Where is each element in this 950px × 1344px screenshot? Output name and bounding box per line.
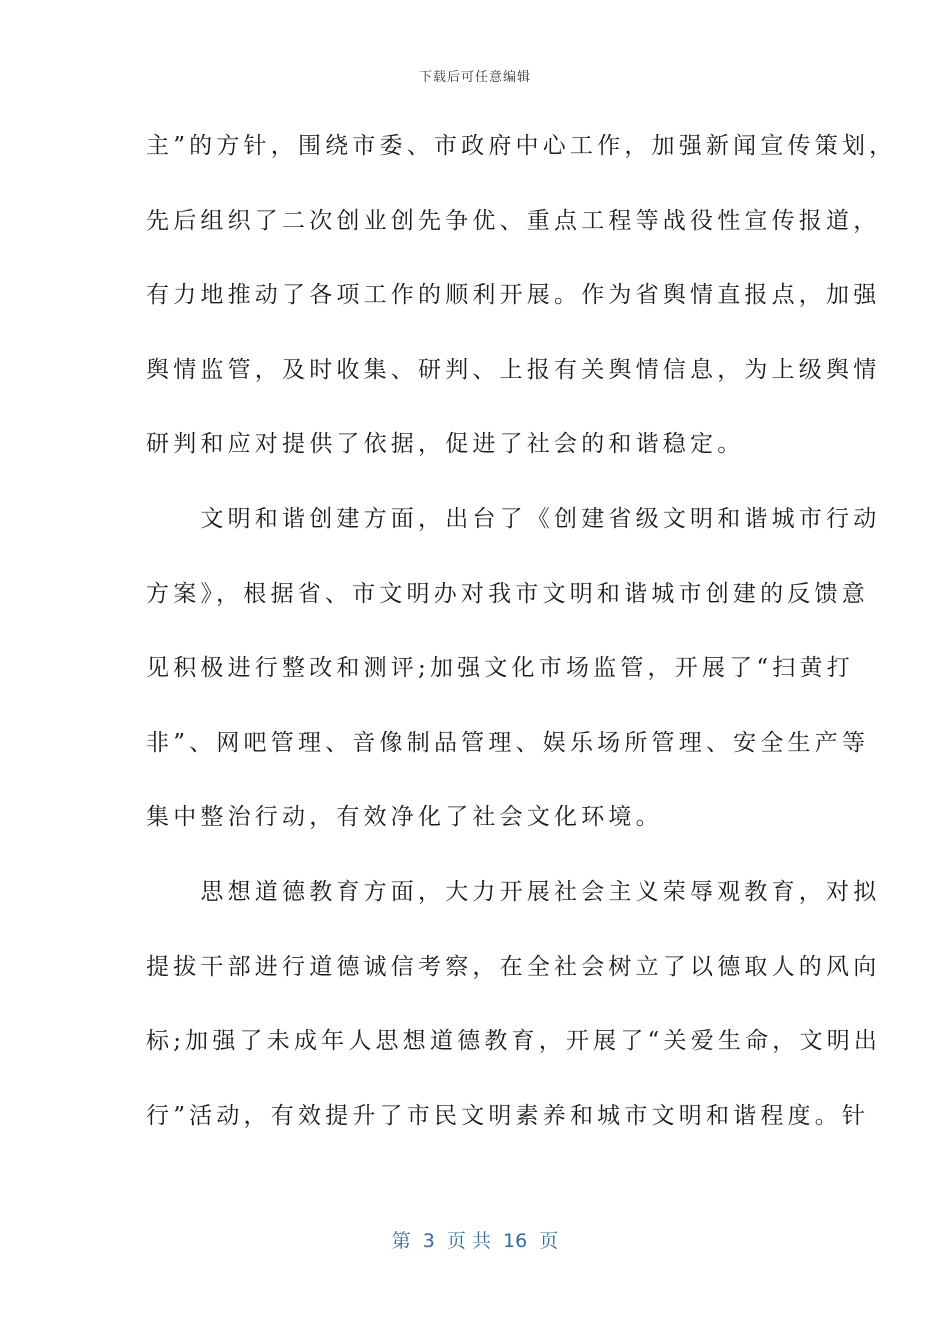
text-line: 见积极进行整改和测评;加强文化市场监管，开展了“扫黄打 bbox=[146, 655, 854, 682]
text-line: 文明和谐创建方面，出台了《创建省级文明和谐城市行动 bbox=[146, 505, 881, 532]
text-line: 先后组织了二次创业创先争优、重点工程等战役性宣传报道， bbox=[146, 207, 881, 234]
text-line: 集中整治行动，有效净化了社会文化环境。 bbox=[146, 804, 663, 831]
text-line: 行”活动，有效提升了市民文明素养和城市文明和谐程度。针 bbox=[146, 1102, 870, 1129]
document-body bbox=[146, 118, 897, 1162]
text-line: 主”的方针，围绕市委、市政府中心工作，加强新闻宣传策划， bbox=[146, 133, 897, 159]
text-line: 舆情监管，及时收集、研判、上报有关舆情信息，为上级舆情 bbox=[146, 356, 881, 383]
page-number-footer: 第 3 页 共 16 页 bbox=[391, 1230, 559, 1252]
text-line: 方案》，根据省、市文明办对我市文明和谐城市创建的反馈意 bbox=[146, 580, 869, 607]
text-line: 思想道德教育方面，大力开展社会主义荣辱观教育，对拟 bbox=[146, 878, 881, 905]
text-line: 有力地推动了各项工作的顺利开展。作为省舆情直报点，加强 bbox=[146, 282, 881, 309]
text-line: 非”、网吧管理、音像制品管理、娱乐场所管理、安全生产等 bbox=[146, 729, 870, 756]
text-line: 标;加强了未成年人思想道德教育，开展了“关爱生命，文明出 bbox=[146, 1028, 882, 1055]
text-line: 研判和应对提供了依据，促进了社会的和谐稳定。 bbox=[146, 431, 745, 458]
text-line: 提拔干部进行道德诚信考察，在全社会树立了以德取人的风向 bbox=[146, 953, 881, 980]
header-note: 下载后可任意编辑 bbox=[418, 70, 531, 85]
